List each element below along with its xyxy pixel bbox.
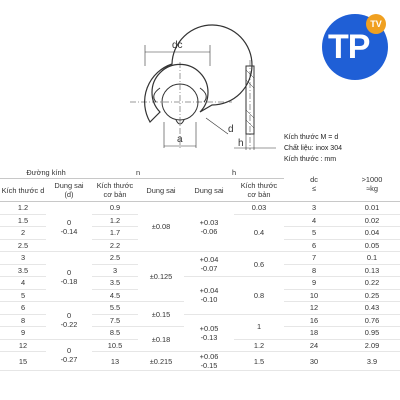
cell-h-basic: 0.8 <box>234 277 284 315</box>
cell-weight: 0.25 <box>344 289 400 302</box>
cell-dc: 12 <box>284 302 344 315</box>
cell-weight: 0.43 <box>344 302 400 315</box>
spec-table-body <box>0 202 400 371</box>
e-clip-drawing <box>0 0 290 165</box>
cell-weight: 2.09 <box>344 339 400 352</box>
cell-n-basic: 1.2 <box>92 214 138 227</box>
cell-dc: 24 <box>284 339 344 352</box>
cell-n-basic: 4.5 <box>92 289 138 302</box>
cell-dc: 10 <box>284 289 344 302</box>
cell-dc: 16 <box>284 314 344 327</box>
cell-h-tol: +0.04 -0.10 <box>184 277 234 315</box>
col-header-weight: >1000 ≈kg <box>344 166 400 202</box>
cell-weight: 0.05 <box>344 239 400 252</box>
group-header-diameter: Đường kính <box>0 166 92 179</box>
spec-table <box>0 166 400 371</box>
col-header-tol-d: Dung sai (d) <box>46 179 92 202</box>
cell-h-tol: +0.05 -0.13 <box>184 314 234 352</box>
cell-n-basic: 3 <box>92 264 138 277</box>
cell-n-basic: 2.5 <box>92 252 138 265</box>
cell-size-d: 2 <box>0 227 46 240</box>
cell-h-tol: +0.03 -0.06 <box>184 202 234 252</box>
col-header-size-d: Kích thước d <box>0 179 46 202</box>
cell-dc: 3 <box>284 202 344 215</box>
col-header-n-tol: Dung sai <box>138 179 184 202</box>
cell-tol-d: 0 -0.18 <box>46 252 92 302</box>
group-header-n: n <box>92 166 184 179</box>
cell-n-tol: ±0.15 <box>138 302 184 327</box>
cell-n-basic: 2.2 <box>92 239 138 252</box>
cell-weight: 0.02 <box>344 214 400 227</box>
cell-h-basic: 0.6 <box>234 252 284 277</box>
logo-badge: TV <box>366 14 386 34</box>
cell-size-d: 15 <box>0 352 46 371</box>
cell-h-basic: 1 <box>234 314 284 339</box>
cell-tol-d: 0 -0.27 <box>46 339 92 371</box>
cell-dc: 5 <box>284 227 344 240</box>
note-unit: Kích thước : mm <box>284 156 337 163</box>
note-size: Kích thước M = d <box>284 134 339 141</box>
cell-tol-d: 0 -0.22 <box>46 302 92 340</box>
tp-tv-logo <box>322 14 388 80</box>
cell-weight: 0.01 <box>344 202 400 215</box>
col-header-h-tol: Dung sai <box>184 179 234 202</box>
cell-n-basic: 5.5 <box>92 302 138 315</box>
col-header-n-basic: Kích thước cơ bản <box>92 179 138 202</box>
cell-n-basic: 8.5 <box>92 327 138 340</box>
cell-size-d: 1.5 <box>0 214 46 227</box>
cell-weight: 0.76 <box>344 314 400 327</box>
cell-size-d: 3.5 <box>0 264 46 277</box>
cell-h-basic: 1.5 <box>234 352 284 371</box>
cell-size-d: 1.2 <box>0 202 46 215</box>
cell-weight: 0.1 <box>344 252 400 265</box>
cell-h-tol: +0.04 -0.07 <box>184 252 234 277</box>
dim-label-h: h <box>238 138 244 149</box>
cell-size-d: 3 <box>0 252 46 265</box>
cell-dc: 4 <box>284 214 344 227</box>
spec-notes <box>284 132 342 165</box>
cell-size-d: 2.5 <box>0 239 46 252</box>
table-row <box>0 202 400 215</box>
cell-h-basic: 0.03 <box>234 202 284 215</box>
cell-h-basic: 0.4 <box>234 214 284 252</box>
col-header-dc: dc ≤ <box>284 166 344 202</box>
logo-text: TP <box>328 28 370 66</box>
cell-n-basic: 7.5 <box>92 314 138 327</box>
cell-dc: 7 <box>284 252 344 265</box>
cell-h-basic: 1.2 <box>234 339 284 352</box>
dim-label-d: d <box>228 124 234 135</box>
cell-n-basic: 3.5 <box>92 277 138 290</box>
cell-weight: 0.22 <box>344 277 400 290</box>
cell-weight: 0.04 <box>344 227 400 240</box>
cell-n-basic: 1.7 <box>92 227 138 240</box>
note-material: Chất liệu: inox 304 <box>284 145 342 152</box>
group-header-h: h <box>184 166 284 179</box>
dim-label-dc: dc <box>172 40 183 51</box>
table-row <box>0 252 400 265</box>
cell-size-d: 8 <box>0 314 46 327</box>
cell-n-tol: ±0.18 <box>138 327 184 352</box>
cell-size-d: 6 <box>0 302 46 315</box>
cell-dc: 9 <box>284 277 344 290</box>
cell-weight: 3.9 <box>344 352 400 371</box>
cell-size-d: 9 <box>0 327 46 340</box>
cell-weight: 0.13 <box>344 264 400 277</box>
cell-weight: 0.95 <box>344 327 400 340</box>
cell-dc: 18 <box>284 327 344 340</box>
cell-n-basic: 10.5 <box>92 339 138 352</box>
cell-tol-d: 0 -0.14 <box>46 202 92 252</box>
dim-label-a: a <box>177 134 183 145</box>
cell-h-tol: +0.06 -0.15 <box>184 352 234 371</box>
cell-size-d: 12 <box>0 339 46 352</box>
cell-n-basic: 0.9 <box>92 202 138 215</box>
cell-size-d: 5 <box>0 289 46 302</box>
col-header-h-basic: Kích thước cơ bản <box>234 179 284 202</box>
cell-dc: 30 <box>284 352 344 371</box>
cell-n-basic: 13 <box>92 352 138 371</box>
cell-size-d: 4 <box>0 277 46 290</box>
cell-n-tol: ±0.08 <box>138 202 184 252</box>
cell-dc: 8 <box>284 264 344 277</box>
cell-dc: 6 <box>284 239 344 252</box>
cell-n-tol: ±0.125 <box>138 252 184 302</box>
cell-n-tol: ±0.215 <box>138 352 184 371</box>
